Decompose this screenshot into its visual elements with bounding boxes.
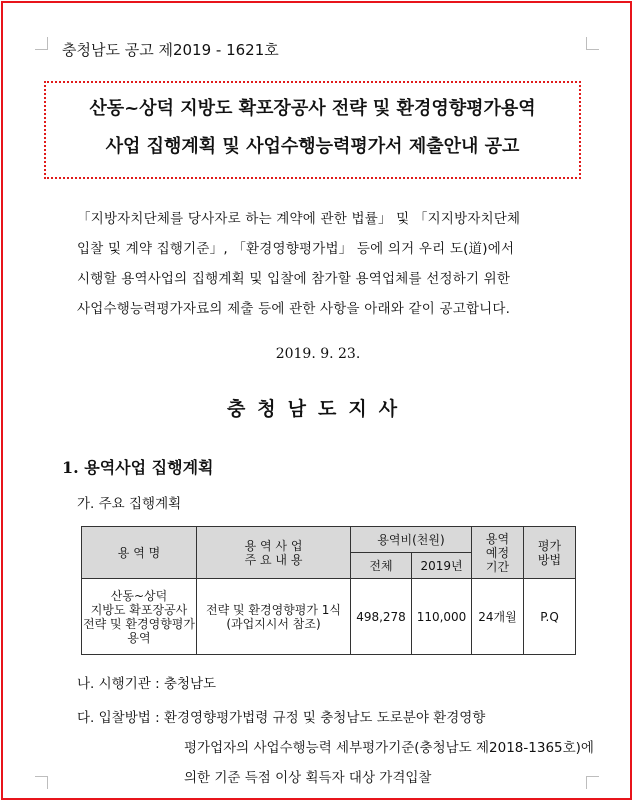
cell-service — [82, 579, 197, 655]
header-method-line-2: 방법 — [537, 552, 562, 567]
item-da-line-2: 평가업자의 사업수행능력 세부평가기준(충청남도 제2018-1365호)에 — [184, 740, 594, 756]
cell-content-line-2: (과업지시서 참조) — [226, 616, 321, 631]
header-content — [197, 527, 351, 579]
item-da-line-3: 의한 기준 득점 이상 획득자 대상 가격입찰 — [184, 770, 432, 786]
notice-date: 2019. 9. 23. — [275, 346, 361, 362]
header-content-line-2: 주 요 내 용 — [244, 552, 303, 567]
header-content-line-1: 용 역 사 업 — [244, 538, 303, 553]
header-period-line-1: 용역 — [485, 531, 510, 546]
title-line-1: 산동~상덕 지방도 확포장공사 전략 및 환경영향평가용역 — [89, 98, 536, 119]
header-total: 전체 — [351, 553, 412, 579]
intro-line-3: 시행할 용역사업의 집행계획 및 입찰에 참가할 용역업체를 선정하기 위한 — [77, 271, 511, 287]
header-service: 용 역 명 — [82, 527, 197, 579]
header-method-line-1: 평가 — [537, 538, 562, 553]
margin-mark-bottom-right — [586, 776, 599, 789]
item-ga: 가. 주요 집행계획 — [77, 496, 182, 512]
item-na: 나. 시행기관 : 충청남도 — [77, 676, 217, 692]
cell-total: 498,278 — [351, 579, 412, 655]
header-method — [524, 527, 576, 579]
margin-mark-top-right — [586, 37, 599, 50]
header-period-line-2: 예정 — [485, 545, 510, 560]
cell-content — [197, 579, 351, 655]
header-year: 2019년 — [412, 553, 472, 579]
cell-service-line-3: 전략 및 환경영향평가 — [83, 616, 195, 631]
title-line-2: 사업 집행계획 및 사업수행능력평가서 제출안내 공고 — [105, 136, 520, 157]
intro-line-2: 입찰 및 계약 집행기준」, 「환경영향평가법」 등에 의거 우리 도(道)에서 — [77, 241, 515, 257]
cell-period: 24개월 — [472, 579, 524, 655]
header-cost: 용역비(천원) — [351, 527, 472, 553]
section-1-title: 1. 용역사업 집행계획 — [62, 458, 214, 477]
header-period-line-3: 기간 — [485, 559, 510, 574]
intro-line-4: 사업수행능력평가자료의 제출 등에 관한 사항을 아래와 같이 공고합니다. — [77, 301, 511, 317]
execution-plan-table — [81, 526, 576, 655]
cell-method: P.Q — [524, 579, 576, 655]
cell-service-line-1: 산동~상덕 — [110, 588, 168, 603]
governor-signature: 충청남도지사 — [226, 398, 410, 420]
cell-year: 110,000 — [412, 579, 472, 655]
item-da-line-1: 다. 입찰방법 : 환경영향평가법령 규정 및 충청남도 도로분야 환경영향 — [77, 710, 486, 726]
notice-number: 충청남도 공고 제2019 - 1621호 — [62, 41, 279, 59]
cell-service-line-4: 용역 — [127, 630, 151, 645]
cell-content-line-1: 전략 및 환경영향평가 1식 — [206, 602, 341, 617]
margin-mark-top-left — [35, 37, 48, 50]
intro-line-1: 「지방자치단체를 당사자로 하는 계약에 관한 법률」 및 「지지방자치단체 — [77, 211, 521, 227]
cell-service-line-2: 지방도 확포장공사 — [90, 602, 188, 617]
header-period — [472, 527, 524, 579]
margin-mark-bottom-left — [35, 776, 48, 789]
title-box — [44, 81, 581, 179]
